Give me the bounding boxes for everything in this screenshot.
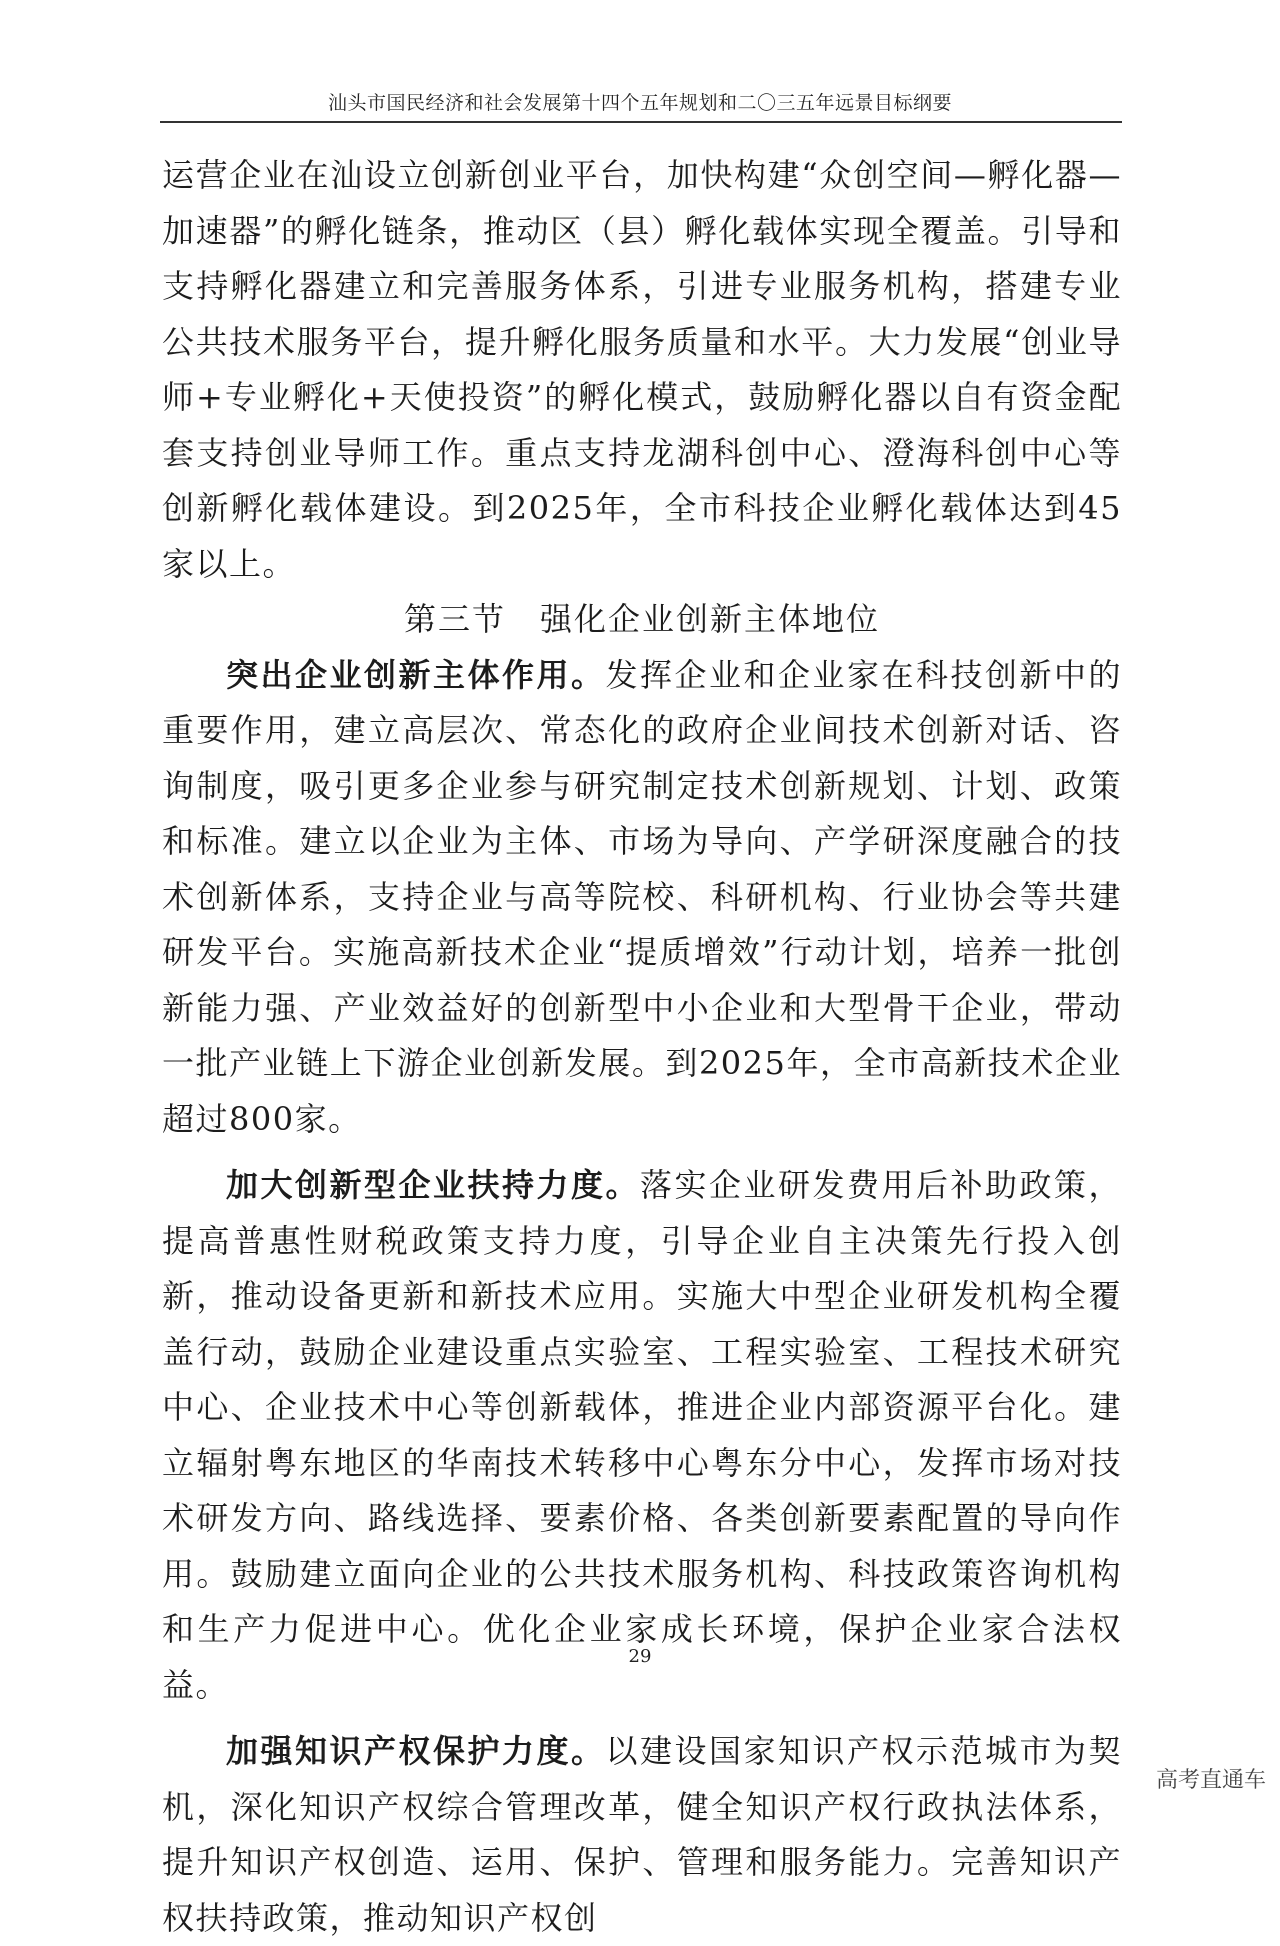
- running-header: 汕头市国民经济和社会发展第十四个五年规划和二〇三五年远景目标纲要: [327, 92, 952, 114]
- paragraph-body: 发挥企业和企业家在科技创新中的重要作用，建立高层次、常态化的政府企业间技术创新对话、咨询制度，吸引更多企业参与研究制定技术创新规划、计划、政策和标准。建立以企业为主体、市场为导向、产学研深度融合的技术创新体系，支持企业与高等院校、科研机构、行业协会等共建研发平台。实施高新技术企业“提质增效”行动计划，培养一批创新能力强、产业效益好的创新型中小企业和大型骨干企业，带动一批产业链上下游企业创新发展。到2025年，全市高新技术企业超过800家。: [162, 655, 1122, 1138]
- section-heading: 第三节 强化企业创新主体地位: [403, 600, 880, 638]
- header-rule: [160, 121, 1122, 123]
- paragraph-body: 以建设国家知识产权示范城市为契机，深化知识产权综合管理改革，健全知识产权行政执法体系，提升知识产权创造、运用、保护、管理和服务能力。完善知识产权扶持政策，推动知识产权创: [162, 1732, 1122, 1937]
- paragraph-body: 落实企业研发费用后补助政策，提高普惠性财税政策支持力度，引导企业自主决策先行投入创新，推动设备更新和新技术应用。实施大中型企业研发机构全覆盖行动，鼓励企业建设重点实验室、工程实验室、工程技术研究中心、企业技术中心等创新载体，推进企业内部资源平台化。建立辐射粤东地区的华南技术转移中心粤东分中心，发挥市场对技术研发方向、路线选择、要素价格、各类创新要素配置的导向作用。鼓励建立面向企业的公共技术服务机构、科技政策咨询机构和生产力促进中心。优化企业家成长环境，保护企业家合法权益。: [162, 1166, 1122, 1704]
- paragraph-lead: 加大创新型企业扶持力度。: [226, 1166, 640, 1204]
- paragraph-lead: 突出企业创新主体作用。: [226, 655, 606, 694]
- page-number: 29: [628, 1646, 652, 1667]
- paragraph-lead: 加强知识产权保护力度。: [226, 1732, 606, 1770]
- paragraph-incubation: 运营企业在汕设立创新创业平台，加快构建“众创空间—孵化器—加速器”的孵化链条，推动区（县）孵化载体实现全覆盖。引导和支持孵化器建立和完善服务体系，引进专业服务机构，搭建专业公共技术服务平台，提升孵化服务质量和水平。大力发展“创业导师+专业孵化+天使投资”的孵化模式，鼓励孵化器以自有资金配套支持创业导师工作。重点支持龙湖科创中心、澄海科创中心等创新孵化载体建设。到2025年，全市科技企业孵化载体达到45家以上。: [162, 156, 1122, 583]
- paragraph-enterprise-support: [162, 1158, 1122, 1713]
- watermark: 高考直通车: [1155, 1768, 1266, 1793]
- paragraph-enterprise-role: [162, 648, 1122, 1148]
- paragraph-ip-protection: [162, 1724, 1122, 1946]
- page-content: [162, 148, 1122, 1946]
